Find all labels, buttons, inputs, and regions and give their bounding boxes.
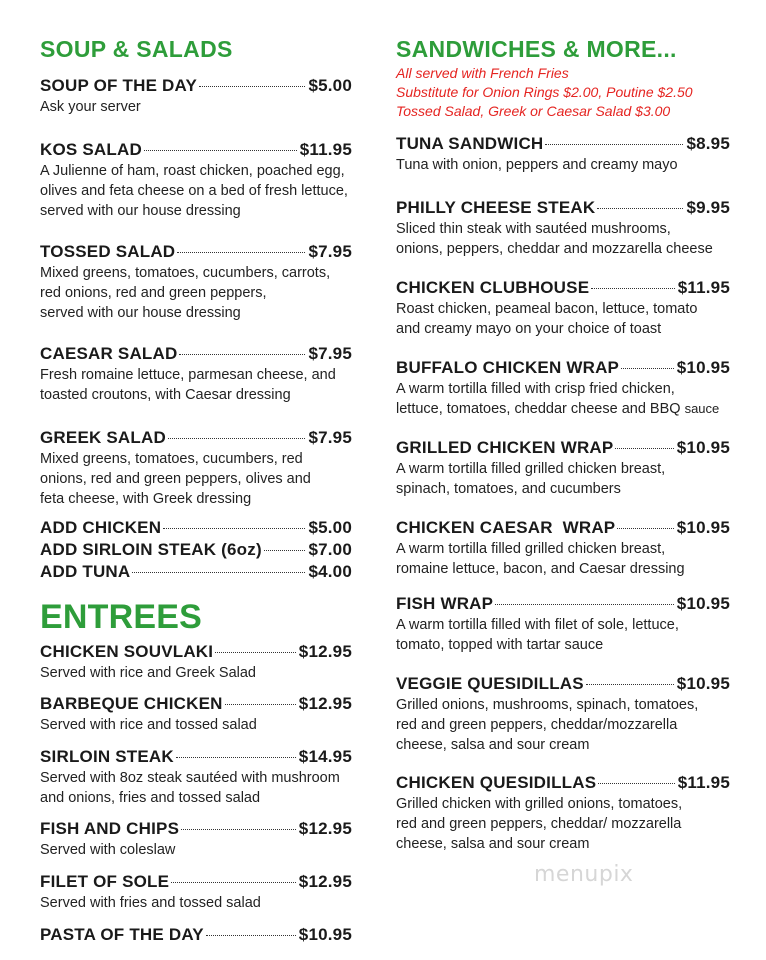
menu-item-pasta-of-the-day [40,925,352,946]
item-name: CHICKEN CAESAR WRAP [396,518,616,537]
leader-dots [617,528,673,529]
item-name: PHILLY CHEESE STEAK [396,198,596,217]
item-price: $7.95 [308,428,352,447]
menu-item-veggie-quesidillas [396,674,730,755]
addon-price: $4.00 [308,562,352,581]
leader-dots [545,144,683,145]
item-name: CHICKEN QUESIDILLAS [396,773,597,792]
item-name: GREEK SALAD [40,428,166,447]
desc-line: A warm tortilla filled with crisp fried chicken, [396,381,675,397]
item-description [396,379,730,419]
item-description: Served with rice and Greek Salad [40,665,256,681]
item-description: Tuna with onion, peppers and creamy mayo [396,157,678,173]
leader-dots [199,86,305,87]
item-description: Served with fries and tossed salad [40,895,261,911]
item-price: $12.95 [298,694,352,713]
item-price: $8.95 [686,134,730,153]
item-price: $5.00 [308,76,352,95]
item-price: $11.95 [677,773,730,792]
leader-dots [225,704,296,705]
item-price: $12.95 [298,872,352,891]
desc-line: lettuce, tomatoes, cheddar cheese and BBQ [396,401,685,417]
item-price: $12.95 [298,819,352,838]
item-price: $7.95 [308,242,352,261]
item-name: PASTA OF THE DAY [40,925,204,944]
note-salad-upgrade: Tossed Salad, Greek or Caesar Salad $3.00 [396,103,671,119]
sandwiches-heading: SANDWICHES & MORE... [396,36,677,62]
note-french-fries: All served with French Fries [396,65,569,81]
item-price: $10.95 [676,594,730,613]
menu-item-tossed-salad [40,242,352,323]
menu-item-chicken-clubhouse [396,278,730,339]
item-name: BUFFALO CHICKEN WRAP [396,358,620,377]
entrees-heading: ENTREES [40,598,202,636]
item-description: Served with rice and tossed salad [40,717,257,733]
leader-dots [621,368,674,369]
menu-item-soup-of-the-day [40,76,352,117]
leader-dots [615,448,673,449]
leader-dots [206,935,296,936]
item-name: CHICKEN SOUVLAKI [40,642,214,661]
item-description: Mixed greens, tomatoes, cucumbers, red onions, red and green peppers, olives and feta cheese, with Greek dressing [40,451,311,507]
item-price: $10.95 [298,925,352,944]
item-price: $11.95 [677,278,730,297]
item-price: $10.95 [676,358,730,377]
menu-item-fish-and-chips [40,819,352,860]
leader-dots [171,882,296,883]
menu-item-sirloin-steak [40,747,352,808]
item-description: A warm tortilla filled grilled chicken breast, romaine lettuce, bacon, and Caesar dressing [396,541,685,577]
menu-item-greek-salad [40,428,352,509]
item-description: Fresh romaine lettuce, parmesan cheese, and toasted croutons, with Caesar dressing [40,367,336,403]
item-name: FISH WRAP [396,594,494,613]
addon-sirloin-steak [40,540,352,562]
leader-dots [264,550,306,551]
menu-item-barbeque-chicken [40,694,352,735]
leader-dots [591,288,674,289]
addon-price: $5.00 [308,518,352,537]
menu-item-chicken-souvlaki [40,642,352,683]
addon-name: ADD TUNA [40,562,131,581]
watermark-logo: menupix [534,862,634,887]
item-description: Sliced thin steak with sautéed mushrooms, onions, peppers, cheddar and mozzarella cheese [396,221,713,257]
item-name: KOS SALAD [40,140,142,159]
menu-item-philly-cheese-steak [396,198,730,259]
note-substitute: Substitute for Onion Rings $2.00, Poutine $2.50 [396,84,693,100]
item-description: A warm tortilla filled grilled chicken breast, spinach, tomatoes, and cucumbers [396,461,666,497]
desc-small-word: sauce [684,401,720,416]
menu-item-caesar-salad [40,344,352,405]
item-price: $10.95 [676,518,730,537]
item-description: A Julienne of ham, roast chicken, poached egg, olives and feta cheese on a bed of fresh lettuce, served with our house dressing [40,163,348,219]
item-price: $10.95 [676,438,730,457]
item-price: $12.95 [298,642,352,661]
addon-name: ADD SIRLOIN STEAK (6oz) [40,540,262,559]
item-price: $11.95 [299,140,352,159]
item-name: CAESAR SALAD [40,344,178,363]
leader-dots [144,150,297,151]
item-name: SOUP OF THE DAY [40,76,197,95]
leader-dots [597,208,683,209]
item-description: Served with 8oz steak sautéed with mushroom and onions, fries and tossed salad [40,770,340,806]
menu-item-tuna-sandwich [396,134,730,175]
item-description: Ask your server [40,99,141,115]
item-price: $9.95 [686,198,730,217]
leader-dots [168,438,306,439]
addon-chicken [40,518,352,540]
item-name: TOSSED SALAD [40,242,176,261]
addon-tuna [40,562,352,584]
leader-dots [176,757,296,758]
item-description: A warm tortilla filled with filet of sole, lettuce, tomato, topped with tartar sauce [396,617,679,653]
addon-price: $7.00 [308,540,352,559]
item-name: TUNA SANDWICH [396,134,544,153]
item-description: Grilled chicken with grilled onions, tomatoes, red and green peppers, cheddar/ mozzarella cheese, salsa and sour cream [396,796,683,852]
menu-item-fish-wrap [396,594,730,655]
item-price: $10.95 [676,674,730,693]
leader-dots [495,604,674,605]
item-name: FISH AND CHIPS [40,819,180,838]
item-description: Roast chicken, peameal bacon, lettuce, tomato and creamy mayo on your choice of toast [396,301,698,337]
leader-dots [163,528,305,529]
menu-item-grilled-chicken-wrap [396,438,730,499]
item-name: VEGGIE QUESIDILLAS [396,674,584,693]
item-description: Served with coleslaw [40,842,176,858]
menu-item-kos-salad [40,140,352,221]
item-price: $7.95 [308,344,352,363]
leader-dots [177,252,305,253]
leader-dots [179,354,305,355]
menu-item-buffalo-chicken-wrap [396,358,730,419]
item-name: BARBEQUE CHICKEN [40,694,223,713]
menu-item-filet-of-sole [40,872,352,913]
soup-salads-heading: SOUP & SALADS [40,36,233,62]
item-description: Mixed greens, tomatoes, cucumbers, carrots, red onions, red and green peppers, served with our house dressing [40,265,331,321]
item-name: FILET OF SOLE [40,872,170,891]
item-description: Grilled onions, mushrooms, spinach, tomatoes, red and green peppers, cheddar/mozzarella cheese, salsa and sour cream [396,697,699,753]
addon-name: ADD CHICKEN [40,518,162,537]
item-name: SIRLOIN STEAK [40,747,174,766]
leader-dots [181,829,296,830]
menu-item-chicken-caesar-wrap [396,518,730,579]
item-name: GRILLED CHICKEN WRAP [396,438,614,457]
leader-dots [586,684,674,685]
menu-item-chicken-quesidillas [396,773,730,854]
leader-dots [215,652,296,653]
leader-dots [132,572,305,573]
item-price: $14.95 [298,747,352,766]
leader-dots [598,783,674,784]
item-name: CHICKEN CLUBHOUSE [396,278,590,297]
